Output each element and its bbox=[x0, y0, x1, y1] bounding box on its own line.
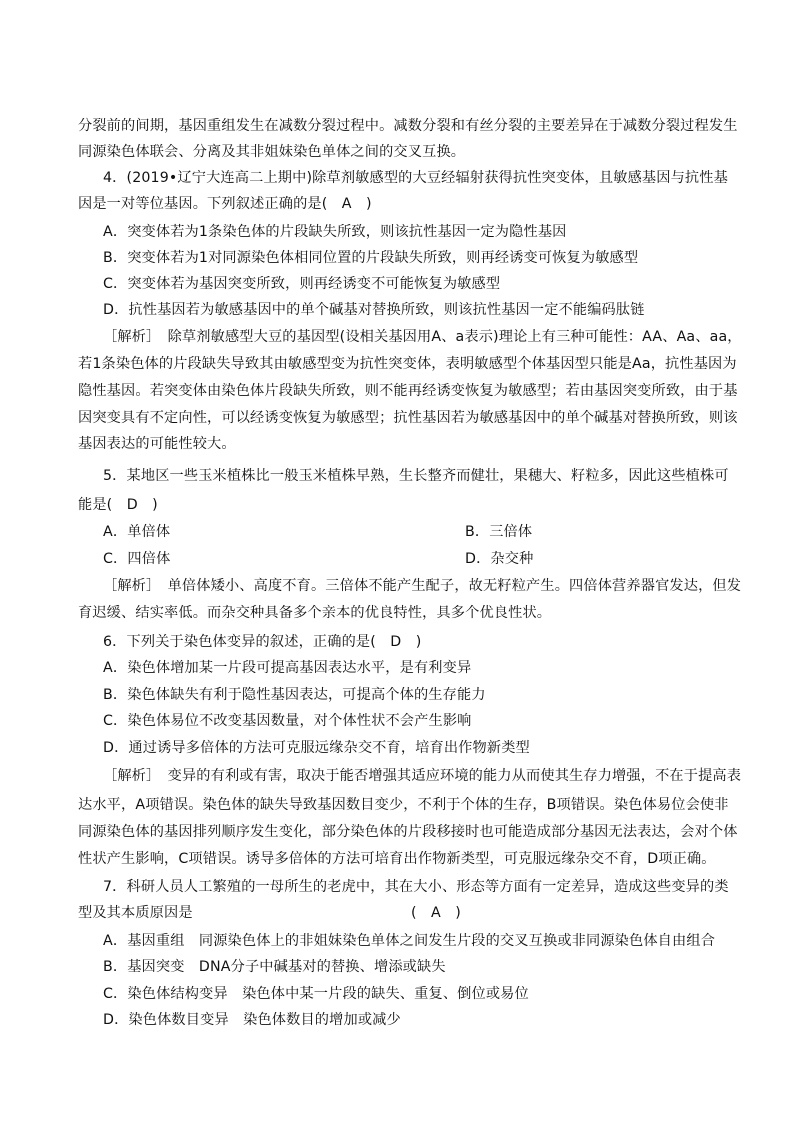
q7-answer: ( A ) bbox=[411, 905, 461, 921]
q6-option-c: C．染色体易位不改变基因数量，对个体性状不会产生影响 bbox=[103, 713, 472, 729]
q5-option-d: D．杂交种 bbox=[465, 551, 534, 567]
q5-option-a: A．单倍体 bbox=[103, 524, 171, 540]
q7-option-c: C．染色体结构变异 染色体中某一片段的缺失、重复、倒位或易位 bbox=[103, 986, 529, 1002]
q4-option-a: A．突变体若为1条染色体的片段缺失所致，则该抗性基因一定为隐性基因 bbox=[103, 224, 567, 240]
q7-stem-text: 型及其本质原因是 bbox=[78, 905, 193, 921]
q7-option-d: D．染色体数目变异 染色体数目的增加或减少 bbox=[103, 1012, 401, 1028]
intro-line-1: 分裂前的间期，基因重组发生在减数分裂过程中。减数分裂和有丝分裂的主要差异在于减数分裂过程发生 bbox=[78, 118, 738, 134]
q6-analysis-line-4: 性状产生影响，C项错误。诱导多倍体的方法可培育出作物新类型，可克服远缘杂交不育，D项正确。 bbox=[78, 851, 716, 867]
q4-analysis-line-1: ［解析］ 除草剂敏感型大豆的基因型(设相关基因用A、a表示)理论上有三种可能性：AA、Aa、aa， bbox=[103, 329, 742, 345]
q4-option-b: B．突变体若为1对同源染色体相同位置的片段缺失所致，则再经诱变可恢复为敏感型 bbox=[103, 250, 639, 266]
q6-stem: 6．下列关于染色体变异的叙述，正确的是( D ) bbox=[103, 634, 422, 650]
q4-analysis-line-5: 基因表达的可能性较大。 bbox=[78, 436, 236, 452]
q4-stem-line-2: 因是一对等位基因。下列叙述正确的是( A ) bbox=[78, 196, 372, 212]
q4-analysis-line-2: 若1条染色体的片段缺失导致其由敏感型变为抗性突变体，表明敏感型个体基因型只能是Aa，抗性基因为 bbox=[78, 356, 737, 372]
q5-analysis-line-2: 育迟缓、结实率低。而杂交种具备多个亲本的优良特性，具多个优良性状。 bbox=[78, 605, 552, 621]
q5-analysis-line-1: ［解析］ 单倍体矮小、高度不育。三倍体不能产生配子，故无籽粒产生。四倍体营养器官发达，但发 bbox=[103, 578, 742, 594]
q6-analysis-line-2: 达水平，A项错误。染色体的缺失导致基因数目变少，不利于个体的生存，B项错误。染色体易位会使非 bbox=[78, 797, 729, 813]
q5-option-row-2 bbox=[103, 549, 534, 569]
q7-option-b: B．基因突变 DNA分子中碱基对的替换、增添或缺失 bbox=[103, 959, 446, 975]
q6-option-b: B．染色体缺失有利于隐性基因表达，可提高个体的生存能力 bbox=[103, 687, 486, 703]
q7-stem-line-1: 7．科研人员人工繁殖的一母所生的老虎中，其在大小、形态等方面有一定差异，造成这些变异的类 bbox=[103, 879, 729, 895]
q5-stem-line-2: 能是( D ) bbox=[78, 497, 158, 513]
q5-option-c: C．四倍体 bbox=[103, 551, 171, 567]
q4-analysis-line-3: 隐性基因。若突变体由染色体片段缺失所致，则不能再经诱变恢复为敏感型；若由基因突变所致，由于基 bbox=[78, 383, 738, 399]
q7-option-a: A．基因重组 同源染色体上的非姐妹染色单体之间发生片段的交叉互换或非同源染色体自由组合 bbox=[103, 933, 716, 949]
q4-option-d: D．抗性基因若为敏感基因中的单个碱基对替换所致，则该抗性基因一定不能编码肽链 bbox=[103, 302, 645, 318]
q6-analysis-line-1: ［解析］ 变异的有利或有害，取决于能否增强其适应环境的能力从而使其生存力增强，不在于提高表 bbox=[103, 768, 742, 784]
q4-analysis-line-4: 因突变具有不定向性，可以经诱变恢复为敏感型；抗性基因若为敏感基因中的单个碱基对替换所致，则该 bbox=[78, 410, 738, 426]
intro-line-2: 同源染色体联会、分离及其非姐妹染色单体之间的交叉互换。 bbox=[78, 144, 466, 160]
q6-option-d: D．通过诱导多倍体的方法可克服远缘杂交不育，培育出作物新类型 bbox=[103, 740, 530, 756]
q5-option-row-1 bbox=[103, 522, 533, 542]
q7-stem-line-2 bbox=[78, 903, 461, 923]
q4-option-c: C．突变体若为基因突变所致，则再经诱变不可能恢复为敏感型 bbox=[103, 276, 501, 292]
q5-option-b: B．三倍体 bbox=[465, 524, 533, 540]
q5-stem-line-1: 5．某地区一些玉米植株比一般玉米植株早熟，生长整齐而健壮，果穗大、籽粒多，因此这些植株可 bbox=[103, 468, 729, 484]
q4-stem-line-1: 4．(2019•辽宁大连高二上期中)除草剂敏感型的大豆经辐射获得抗性突变体，且敏感基因与抗性基 bbox=[103, 170, 728, 186]
q6-analysis-line-3: 同源染色体的基因排列顺序发生变化，部分染色体的片段移接时也可能造成部分基因无法表达，会对个体 bbox=[78, 824, 738, 840]
q6-option-a: A．染色体增加某一片段可提高基因表达水平，是有利变异 bbox=[103, 660, 472, 676]
